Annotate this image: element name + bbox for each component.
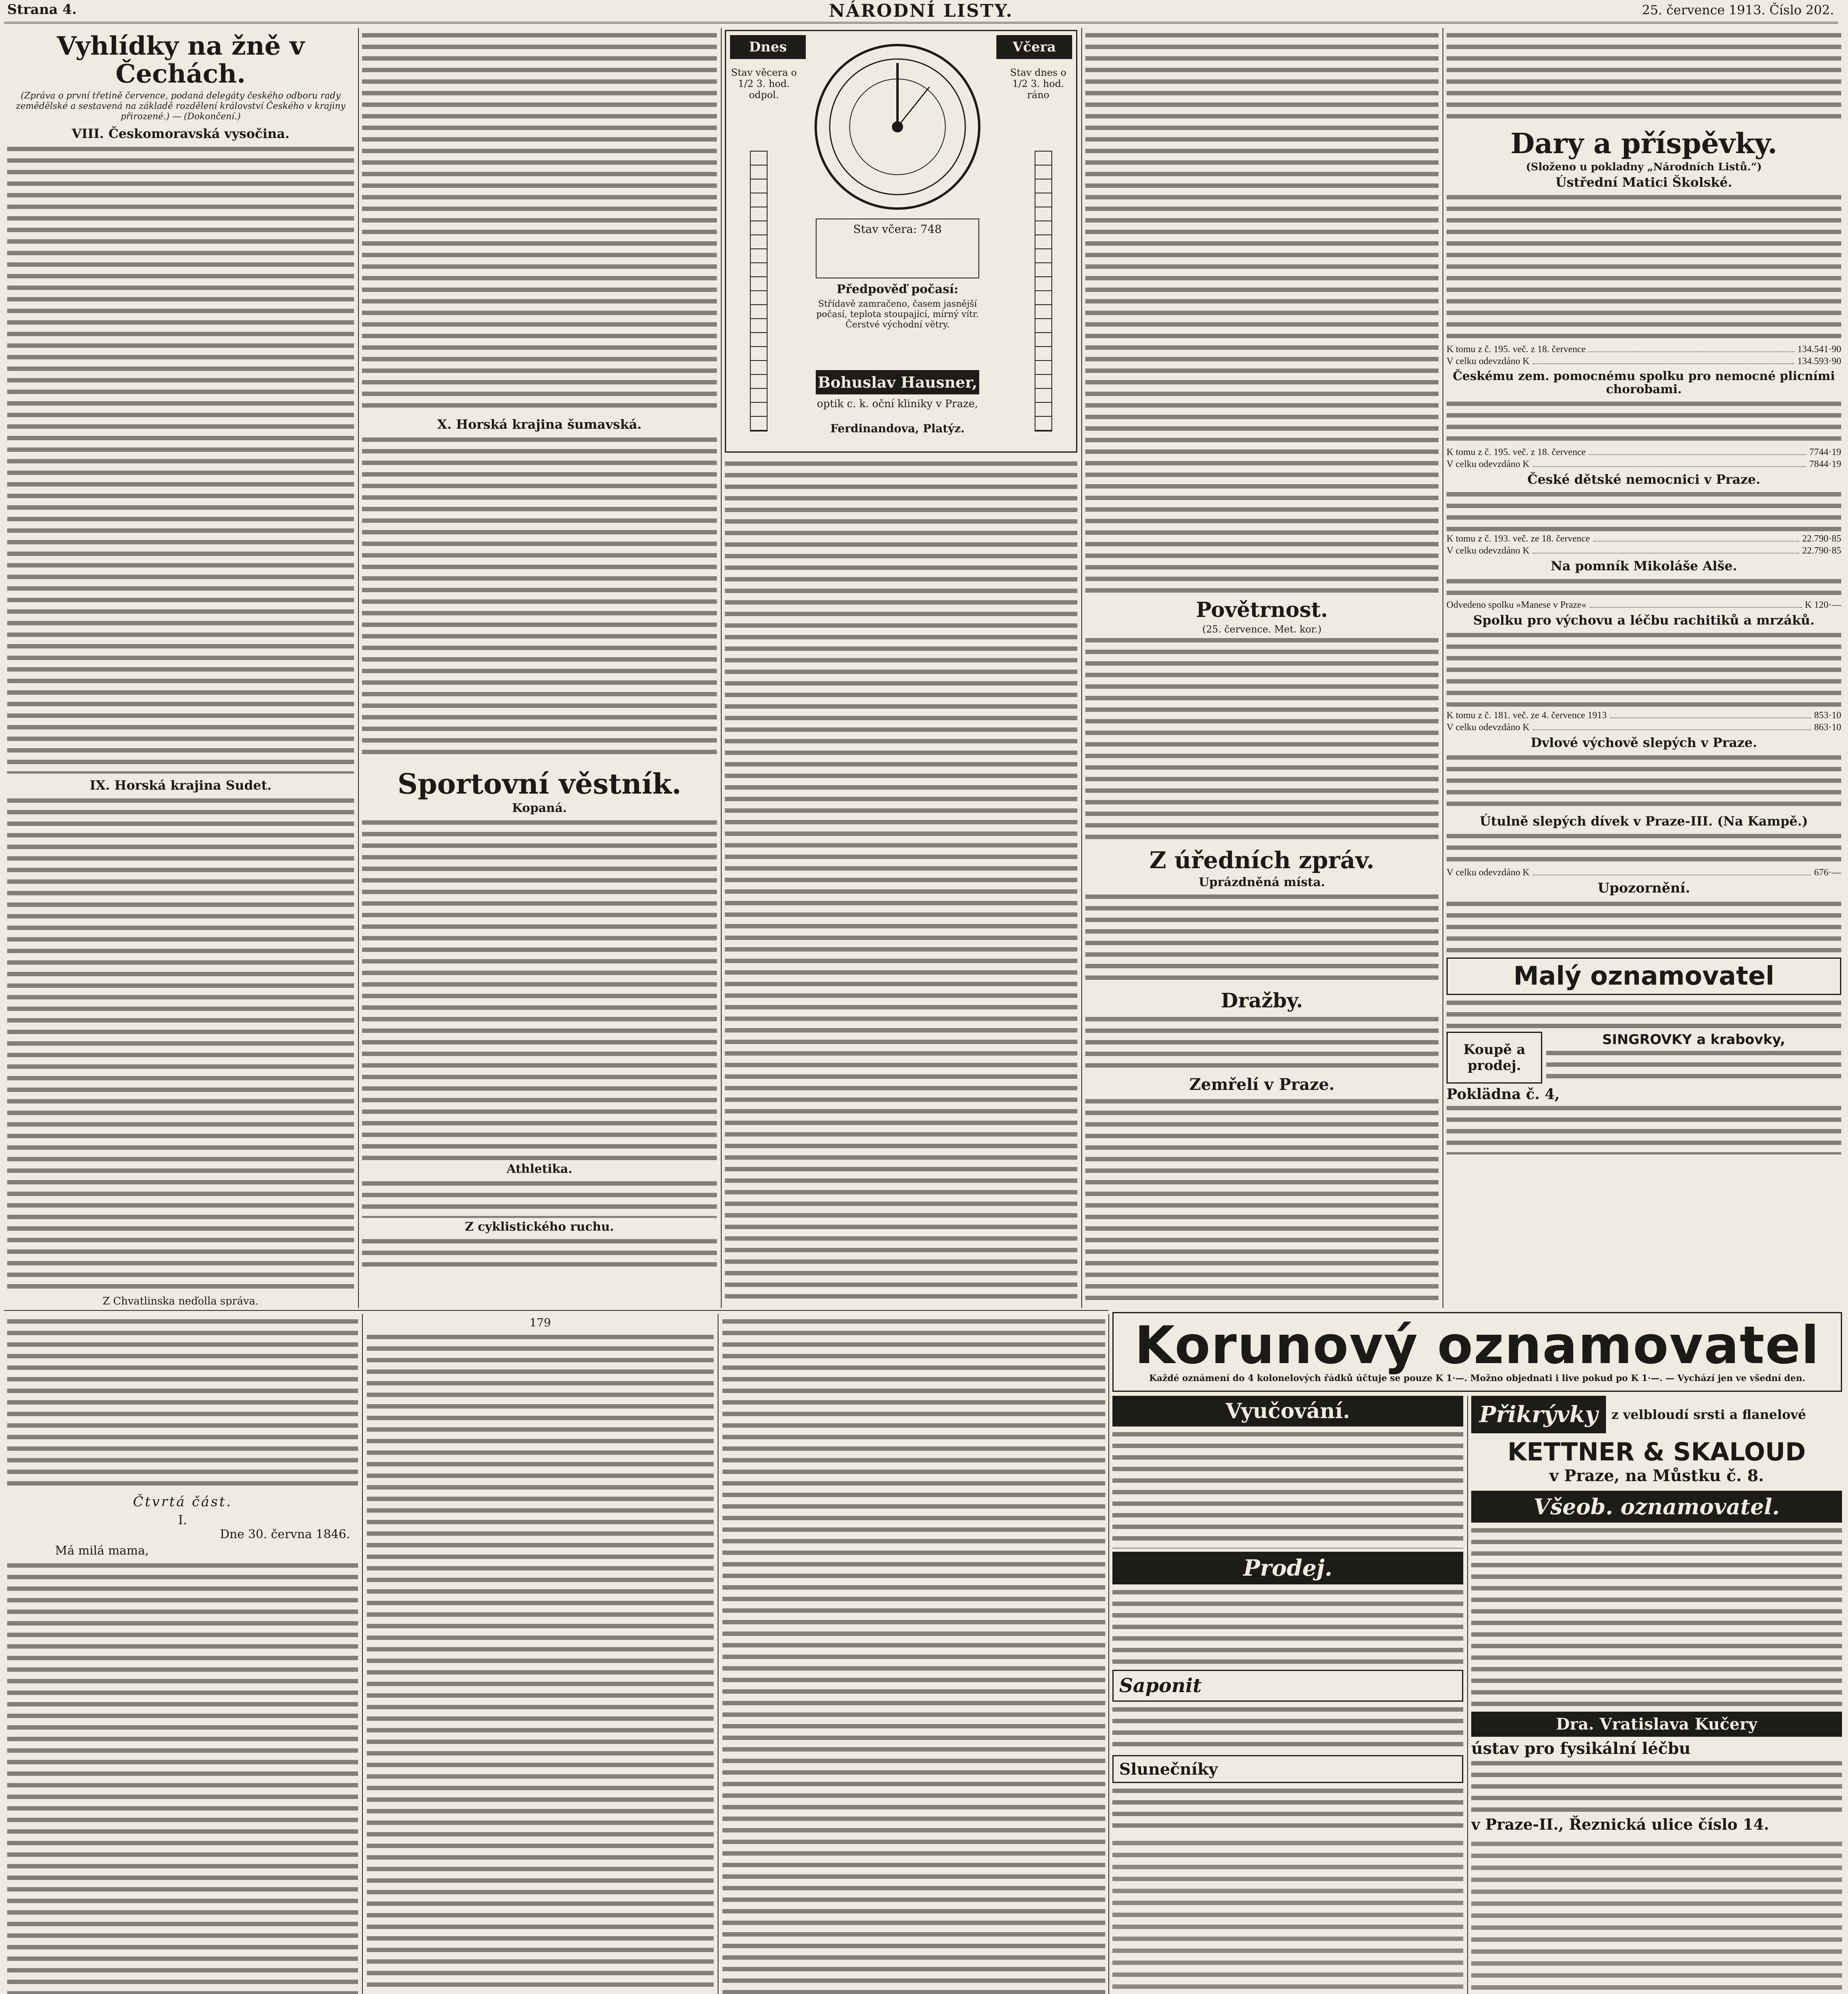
singrovky-label: SINGROVKY a krabovky,: [1602, 1031, 1785, 1048]
optician-address: Ferdinandova, Platýz.: [830, 422, 965, 435]
article-headline: Vyhlídky na žně v Čechách.: [57, 31, 305, 89]
article-body: [1085, 1014, 1439, 1074]
fund-heading: Spolku pro výchovu a léčbu rachitiků a mrzáků.: [1473, 612, 1815, 628]
forecast-title: Předpověď počasí:: [836, 282, 958, 296]
article-body: [1447, 30, 1841, 126]
prikryvky-advert: Přikrývky z velbloudí srsti a flanelové: [1471, 1396, 1842, 1433]
ledger-row: V celku odevzdáno K 676·—: [1447, 867, 1841, 878]
column-3: [725, 30, 1077, 1306]
article-body: [362, 30, 717, 413]
article-body: [1447, 576, 1841, 599]
fund-heading: Dvlové výchově slepých v Praze.: [1531, 735, 1757, 750]
maly-oznamovatel-banner: Malý oznamovatel: [1447, 958, 1841, 995]
section-heading: VIII. Českomoravská vysočina.: [71, 126, 290, 141]
article-body: [7, 144, 354, 774]
masthead: [4, 0, 1838, 24]
article-body: [362, 817, 717, 1160]
newspaper-title: NÁRODNÍ LISTY.: [829, 1, 1014, 21]
office-subheading: Uprázdněná místa.: [1199, 875, 1325, 889]
optician-sub: optik c. k. oční kliniky v Praze,: [817, 398, 978, 410]
ledger-row: V celku odevzdáno K 7844·19: [1447, 459, 1841, 470]
column-5: [1447, 30, 1841, 1310]
koupe-prodej-box: Koupě a prodej.: [1447, 1032, 1542, 1084]
issue-date: 25. července 1913. Číslo 202.: [1642, 2, 1834, 18]
optician-name: Bohuslav Hausner,: [816, 370, 979, 394]
article-body: [1447, 898, 1841, 954]
advert-body: [1112, 1785, 1463, 1833]
sport-subheading: Kopaná.: [512, 801, 567, 815]
saponit-advert: Saponit: [1112, 1670, 1463, 1702]
advert-body: [1471, 1525, 1842, 1708]
fund-heading: Na pomník Mikoláše Alše.: [1551, 558, 1737, 574]
feuilleton-part: Čtvrtá část.: [133, 1494, 232, 1510]
article-body: [362, 434, 717, 761]
barometer-left-state: Stav věcera o 1/2 3. hod. odpol.: [731, 67, 797, 100]
deaths-heading: Zemřelí v Praze.: [1189, 1075, 1335, 1094]
ads-column-1: [1112, 1396, 1463, 1994]
ledger-row: V celku odevzdáno K 134.593·90: [1447, 356, 1841, 367]
feuilleton-column-1: [7, 1316, 358, 1994]
kettner-address: v Praze, na Můstku č. 8.: [1549, 1466, 1764, 1485]
letter-date: Dne 30. června 1846.: [220, 1527, 350, 1541]
ads-column-2: [1471, 1396, 1842, 1994]
advert-body: [1112, 1587, 1463, 1667]
section-heading: IX. Horská krajina Sudet.: [89, 777, 272, 793]
ledger-row: K tomu z č. 195. več. z 18. července 134.541·90: [1447, 344, 1841, 355]
sport-heading: Sportovní věstník.: [398, 767, 681, 800]
weather-heading: Povětrnost.: [1196, 598, 1328, 622]
advert-body: [1471, 1838, 1842, 1994]
auction-heading: Dražby.: [1220, 988, 1303, 1012]
article-body: [1085, 891, 1439, 987]
korunovy-title: Korunový oznamovatel: [1134, 1315, 1820, 1375]
barometer-advert: [725, 30, 1077, 453]
column-rule: [362, 1314, 363, 1994]
column-rule: [1081, 28, 1082, 1308]
notice-heading: Upozornění.: [1598, 880, 1690, 897]
letter-greeting: Má milá mama,: [55, 1544, 149, 1558]
donations-subheading: (Složeno u pokladny „Národních Listů.“): [1526, 161, 1762, 173]
feuilleton-rule: [4, 1310, 1108, 1311]
thermometer-right-icon: [1035, 151, 1052, 432]
article-body: [1447, 752, 1841, 812]
fund-heading: Českému zem. pomocnému spolku pro nemocné plicními chorobami.: [1452, 369, 1835, 397]
article-body: [725, 458, 1077, 1304]
feuilleton-column-3: [722, 1316, 1105, 1994]
article-body: [7, 1316, 358, 1492]
column-1: [7, 30, 354, 1306]
korunovy-banner: [1112, 1312, 1842, 1392]
feuilleton-body: [722, 1316, 1105, 1994]
barometer-right-state: Stav dnes o 1/2 3. hod. ráno: [1010, 67, 1067, 100]
section-heading: X. Horská krajina šumavská.: [437, 417, 642, 432]
donations-heading: Dary a příspěvky.: [1510, 127, 1777, 160]
article-body: [1447, 489, 1841, 533]
article-subhead: (Zpráva o první třetině července, podaná delegáty českého odboru rady zemědělské a sestavená na základě rozdělení království Českého v krajiny přirozené.) — (Dokončení.): [16, 91, 346, 122]
korunovy-subtitle: Každé oznámení do 4 kolonelových řádků účtuje se pouze K 1·—. Možno objednati i live pokud po K 1·—. — Vychází jen ve všední den.: [1149, 1373, 1805, 1383]
feuilleton-column-2: [367, 1316, 714, 1994]
kucera-address: v Praze-II., Řeznická ulice číslo 14.: [1471, 1815, 1769, 1833]
ledger-row: V celku odevzdáno K 22.790·85: [1447, 546, 1841, 556]
feuilleton-page-number: 179: [529, 1316, 551, 1329]
vyucovani-heading: Vyučování.: [1112, 1396, 1463, 1427]
fund-heading: Ústřední Matici Školské.: [1555, 175, 1732, 190]
kucera-sub: ústav pro fysikální léčbu: [1471, 1739, 1691, 1758]
ledger-row: K tomu z č. 195. več. z 18. července 7744·19: [1447, 447, 1841, 458]
barometer-yesterday: Stav včera: 748: [816, 219, 979, 278]
page-number-label: Strana 4.: [7, 2, 77, 18]
advert-body: [1112, 1837, 1463, 1994]
column-4: [1085, 30, 1439, 1306]
article-body: [1447, 398, 1841, 446]
cycling-heading: Z cyklistického ruchu.: [464, 1220, 614, 1234]
fund-heading: Útulně slepých dívek v Praze-III. (Na Kampě.): [1480, 813, 1808, 829]
article-body: [1085, 635, 1439, 842]
kucera-heading: Dra. Vratislava Kučery: [1471, 1712, 1842, 1737]
pokladna-label: Poklädna č. 4,: [1447, 1086, 1560, 1103]
koupe-advert: [1447, 1032, 1841, 1084]
thermometer-left-icon: [750, 151, 768, 432]
fund-heading: České dětské nemocnici v Praze.: [1527, 472, 1761, 487]
column-rule: [1108, 1314, 1109, 1994]
column-rule: [721, 28, 722, 1308]
article-body: [1447, 630, 1841, 709]
kettner-name: KETTNER & SKALOUD: [1507, 1437, 1806, 1466]
ledger-row: V celku odevzdáno K 863·10: [1447, 722, 1841, 733]
prodej-heading: Prodej.: [1112, 1552, 1463, 1584]
article-body: [362, 1178, 717, 1218]
feuilleton-chapter: I.: [178, 1512, 187, 1527]
slunecniky-advert: Slunečníky: [1112, 1755, 1463, 1783]
advert-body: [1112, 1429, 1463, 1549]
feuilleton-body: [7, 1560, 358, 1994]
barometer-left-label: Dnes: [730, 35, 806, 59]
advert-body: [1471, 1758, 1842, 1814]
advert-body: [1447, 997, 1841, 1029]
vseob-heading: Všeob. oznamovatel.: [1471, 1491, 1842, 1523]
ledger-row: Odvedeno spolku »Manese v Praze« K 120·—: [1447, 599, 1841, 610]
article-body: [7, 795, 354, 1294]
feuilleton-body: [367, 1332, 714, 1994]
advert-body: [1447, 1103, 1841, 1155]
office-heading: Z úředních zpráv.: [1149, 847, 1375, 874]
column-rule: [1467, 1396, 1468, 1994]
article-body: [1447, 831, 1841, 867]
advert-body: [1112, 1704, 1463, 1752]
article-body: [1085, 30, 1439, 596]
column-2: [362, 30, 717, 1306]
barometer-right-label: Včera: [996, 35, 1072, 59]
column-rule: [358, 28, 359, 1308]
ledger-row: K tomu z č. 181. več. ze 4. července 1913 853·10: [1447, 710, 1841, 721]
article-signoff: Z Chvatlinska neďolla správa.: [102, 1295, 259, 1306]
ledger-row: K tomu z č. 193. več. ze 18. července 22.790·85: [1447, 534, 1841, 544]
forecast-text: Střídavě zamračeno, časem jasnější počasí, teplota stoupající, mírný vítr. Čerstvé východní větry.: [816, 299, 979, 330]
article-body: [1447, 192, 1841, 343]
athletics-heading: Athletika.: [506, 1162, 573, 1176]
article-body: [362, 1236, 717, 1272]
weather-subheading: (25. července. Met. kor.): [1202, 624, 1322, 635]
article-body: [1085, 1096, 1439, 1303]
barometer-dial-icon: [810, 39, 985, 215]
advert-body: [1546, 1048, 1841, 1080]
